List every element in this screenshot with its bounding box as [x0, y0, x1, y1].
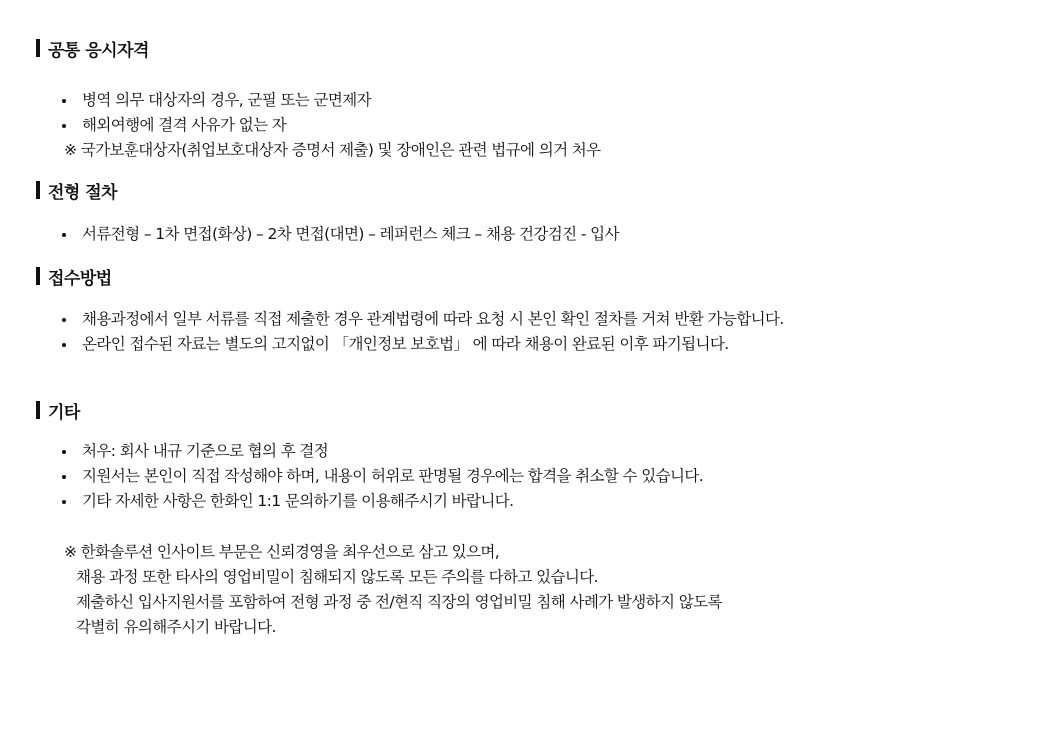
list-item-text: 병역 의무 대상자의 경우, 군필 또는 군면제자 — [82, 91, 372, 109]
section-heading — [36, 179, 1016, 201]
notice-line: 각별히 유의해주시기 바랍니다. — [76, 618, 276, 636]
heading-text: 공통 응시자격 — [48, 40, 149, 61]
list-item-text: 온라인 접수된 자료는 별도의 고지없이 「개인정보 보호법」 에 따라 채용이 완료된 이후 파기됩니다. — [82, 335, 729, 353]
qualification-list — [36, 88, 1016, 138]
list-item-text: 처우: 회사 내규 기준으로 협의 후 결정 — [82, 442, 329, 460]
list-item — [36, 464, 1016, 489]
heading-text: 기타 — [48, 402, 80, 423]
notice-line: ※ 한화솔루션 인사이트 부문은 신뢰경영을 최우선으로 삼고 있으며, — [64, 543, 500, 561]
etc-list — [36, 439, 1016, 514]
heading-bar — [36, 181, 40, 199]
section-application-method — [36, 265, 1016, 357]
list-item-text: 해외여행에 결격 사유가 없는 자 — [82, 116, 287, 134]
section-etc — [36, 399, 1016, 640]
heading-bar — [36, 267, 40, 285]
list-item — [36, 332, 1016, 357]
heading-bar — [36, 401, 40, 419]
note-text: ※ 국가보훈대상자(취업보호대상자 증명서 제출) 및 장애인은 관련 법규에 의거 처우 — [64, 141, 601, 159]
list-item — [36, 489, 1016, 514]
list-item — [36, 439, 1016, 464]
bullet-icon — [62, 450, 66, 454]
list-item — [36, 222, 1016, 247]
list-item-text: 서류전형 – 1차 면접(화상) – 2차 면접(대면) – 레퍼런스 체크 – 채용 건강검진 - 입사 — [82, 225, 619, 243]
list-item-text: 지원서는 본인이 직접 작성해야 하며, 내용이 허위로 판명될 경우에는 합격을 취소할 수 있습니다. — [82, 467, 704, 485]
method-list — [36, 307, 1016, 357]
list-item — [36, 307, 1016, 332]
bullet-icon — [62, 124, 66, 128]
bullet-icon — [62, 343, 66, 347]
section-heading — [36, 37, 1016, 59]
section-heading — [36, 265, 1016, 287]
section-heading — [36, 399, 1016, 421]
security-notice — [36, 540, 1016, 640]
list-item-text: 채용과정에서 일부 서류를 직접 제출한 경우 관계법령에 따라 요청 시 본인 확인 절차를 거쳐 반환 가능합니다. — [82, 310, 784, 328]
heading-text: 전형 절차 — [48, 182, 118, 203]
bullet-icon — [62, 318, 66, 322]
list-item — [36, 113, 1016, 138]
process-list — [36, 222, 1016, 247]
list-item-text: 기타 자세한 사항은 한화인 1:1 문의하기를 이용해주시기 바랍니다. — [82, 492, 514, 510]
bullet-icon — [62, 99, 66, 103]
bullet-icon — [62, 500, 66, 504]
list-item — [36, 88, 1016, 113]
section-common-qualifications — [36, 37, 1016, 163]
bullet-icon — [62, 233, 66, 237]
notice-line: 채용 과정 또한 타사의 영업비밀이 침해되지 않도록 모든 주의를 다하고 있습니다. — [76, 568, 598, 586]
notice-line: 제출하신 입사지원서를 포함하여 전형 과정 중 전/현직 직장의 영업비밀 침해 사례가 발생하지 않도록 — [76, 593, 722, 611]
heading-text: 접수방법 — [48, 268, 112, 289]
bullet-icon — [62, 475, 66, 479]
section-selection-process — [36, 179, 1016, 247]
heading-bar — [36, 39, 40, 57]
